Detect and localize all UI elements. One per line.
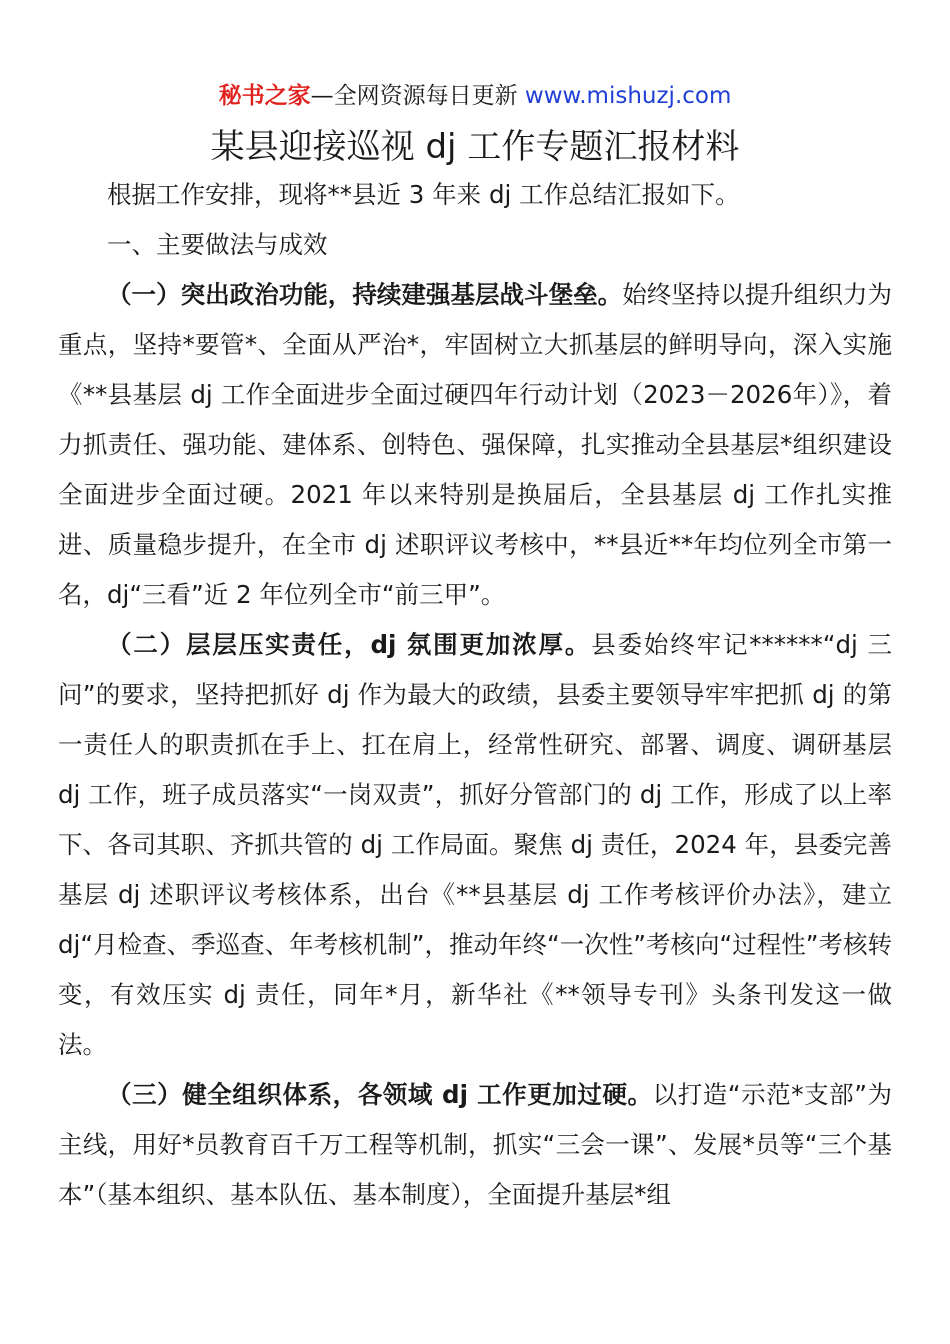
site-name: 秘书之家 xyxy=(218,83,311,109)
section-heading: 一、主要做法与成效 xyxy=(107,230,328,259)
site-header xyxy=(0,80,950,112)
paragraph-3 xyxy=(58,1070,892,1220)
paragraph-2-body: 县委始终牢记******“dj 三问”的要求，坚持把抓好 dj 作为最大的政绩，县委主要领导牢牢把抓 dj 的第一责任人的职责抓在手上、扛在肩上，经常性研究、部署、调度、调研基层 dj 工作，班子成员落实“一岗双责”，抓好分管部门的 dj 工作，形成了以上率下、各司其职、齐抓共管的 dj 工作局面。聚焦 dj 责任，2024 年，县委完善基层 dj 述职评议考核体系，出台《**县基层 dj 工作考核评价办法》，建立 dj“月检查、季巡查、年考核机制”，推动年终“一次性”考核向“过程性”考核转变，有效压实 dj 责任，同年*月，新华社《**领导专刊》头条刊发这一做法。 xyxy=(58,630,892,1059)
document-body xyxy=(58,170,892,1220)
paragraph-1 xyxy=(58,270,892,620)
paragraph-2-heading: （二）层层压实责任，dj 氛围更加浓厚。 xyxy=(107,630,592,659)
paragraph-2 xyxy=(58,620,892,1070)
paragraph-3-heading: （三）健全组织体系，各领域 dj 工作更加过硬。 xyxy=(107,1080,653,1109)
paragraph-3-body: 以打造“示范*支部”为主线，用好*员教育百千万工程等机制，抓实“三会一课”、发展*员等“三个基本”（基本组织、基本队伍、基本制度），全面提升基层*组 xyxy=(58,1080,892,1209)
document-title: 某县迎接巡视 dj 工作专题汇报材料 xyxy=(210,127,740,167)
paragraph-1-heading: （一）突出政治功能，持续建强基层战斗堡垒。 xyxy=(107,280,623,309)
intro-paragraph: 根据工作安排，现将**县近 3 年来 dj 工作总结汇报如下。 xyxy=(107,180,740,209)
site-slogan: —全网资源每日更新 xyxy=(310,83,518,109)
site-url-link[interactable]: www.mishuzj.com xyxy=(524,83,732,109)
paragraph-1-body: 始终坚持以提升组织力为重点，坚持*要管*、全面从严治*，牢固树立大抓基层的鲜明导向，深入实施《**县基层 dj 工作全面进步全面过硬四年行动计划（2023－2026年）》，着力抓责任、强功能、建体系、创特色、强保障，扎实推动全县基层*组织建设全面进步全面过硬。2021 年以来特别是换届后，全县基层 dj 工作扎实推进、质量稳步提升，在全市 dj 述职评议考核中，**县近**年均位列全市第一名，dj“三看”近 2 年位列全市“前三甲”。 xyxy=(58,280,893,609)
